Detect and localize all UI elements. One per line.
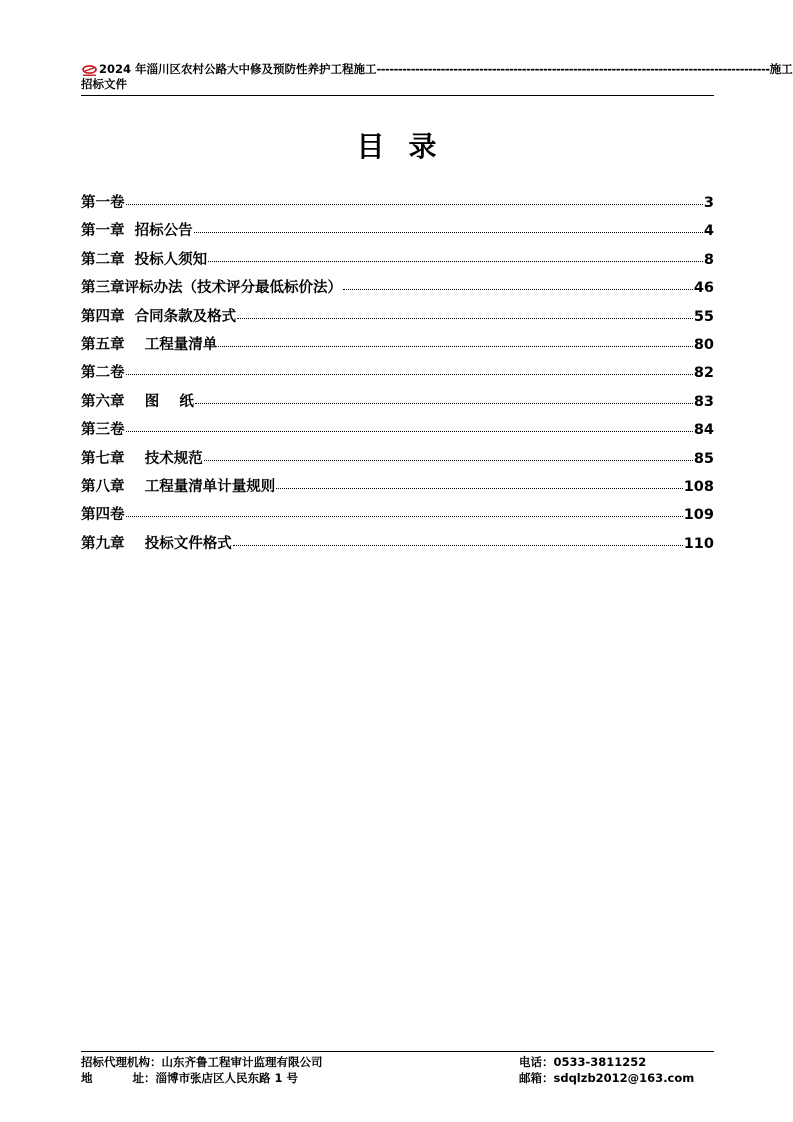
toc-leader xyxy=(126,431,693,432)
toc-leader xyxy=(126,516,683,517)
footer-address: 地 址：淄博市张店区人民东路 1 号 xyxy=(81,1071,299,1085)
toc-entry[interactable] xyxy=(81,361,714,389)
toc-leader xyxy=(276,488,683,489)
toc-entry[interactable] xyxy=(81,305,714,333)
toc-entry[interactable] xyxy=(81,333,714,361)
toc-entry-page: 55 xyxy=(693,308,714,325)
toc-entry-label: 第二卷 xyxy=(81,365,125,382)
toc-entry-label: 第一章 招标公告 xyxy=(81,223,193,240)
toc-leader xyxy=(218,346,693,347)
toc-entry-label: 第四章 合同条款及格式 xyxy=(81,308,237,325)
toc-entry[interactable] xyxy=(81,475,714,503)
toc-entry-label: 第一卷 xyxy=(81,195,125,211)
toc-entry-page: 4 xyxy=(703,223,714,240)
header-dashes: -------------------------------------------------------------------------------------------- xyxy=(376,62,770,76)
toc-entry[interactable] xyxy=(81,447,714,475)
toc-leader xyxy=(233,545,683,546)
toc-entry[interactable] xyxy=(81,191,714,219)
toc-entry-page: 80 xyxy=(693,336,714,353)
toc-leader xyxy=(343,289,693,290)
toc-entry[interactable] xyxy=(81,532,714,560)
toc-entry[interactable] xyxy=(81,418,714,446)
toc-entry-label: 第三卷 xyxy=(81,422,125,439)
toc-entry-page: 82 xyxy=(693,365,714,382)
toc-entry-page: 8 xyxy=(703,251,714,268)
company-logo-icon xyxy=(81,65,98,77)
toc-heading: 目录 xyxy=(356,130,461,163)
header-line2: 招标文件 xyxy=(81,77,127,91)
toc-leader xyxy=(194,232,703,233)
toc-entry-page: 83 xyxy=(693,393,714,410)
toc-entry-page: 108 xyxy=(683,478,714,495)
footer-agency: 招标代理机构：山东齐鲁工程审计监理有限公司 xyxy=(81,1055,323,1069)
toc-entry-label: 第三章评标办法（技术评分最低标价法） xyxy=(81,280,342,297)
page-header xyxy=(81,62,793,96)
toc-entry-label: 第八章 工程量清单计量规则 xyxy=(81,478,276,495)
toc-entry[interactable] xyxy=(81,219,714,247)
toc-entry-label: 第五章 工程量清单 xyxy=(81,336,218,353)
toc-entry-label: 第二章 投标人须知 xyxy=(81,251,208,268)
toc-leader xyxy=(195,403,693,404)
table-of-contents xyxy=(81,191,714,560)
toc-leader xyxy=(237,318,693,319)
toc-entry-label: 第九章 投标文件格式 xyxy=(81,535,232,552)
footer-email: 邮箱：sdqlzb2012@163.com xyxy=(519,1071,695,1085)
header-title: 2024 年淄川区农村公路大中修及预防性养护工程施工 xyxy=(99,62,377,76)
toc-entry[interactable] xyxy=(81,276,714,304)
toc-entry-page: 46 xyxy=(693,280,714,297)
toc-entry-page: 84 xyxy=(693,422,714,439)
toc-entry-page: 110 xyxy=(683,535,714,552)
toc-leader xyxy=(204,460,693,461)
toc-entry-page: 3 xyxy=(703,195,714,211)
toc-entry-label: 第四卷 xyxy=(81,507,125,524)
footer-phone: 电话：0533-3811252 xyxy=(519,1055,647,1069)
toc-entry-label: 第六章 图 纸 xyxy=(81,393,194,410)
toc-entry-page: 109 xyxy=(683,507,714,524)
header-tail: 施工 xyxy=(769,62,793,76)
toc-leader xyxy=(126,204,703,205)
toc-leader xyxy=(208,261,703,262)
toc-entry[interactable] xyxy=(81,390,714,418)
toc-entry-label: 第七章 技术规范 xyxy=(81,450,203,467)
toc-leader xyxy=(126,374,693,375)
page-footer xyxy=(81,1051,714,1086)
toc-entry-page: 85 xyxy=(693,450,714,467)
toc-entry[interactable] xyxy=(81,248,714,276)
toc-entry[interactable] xyxy=(81,503,714,531)
